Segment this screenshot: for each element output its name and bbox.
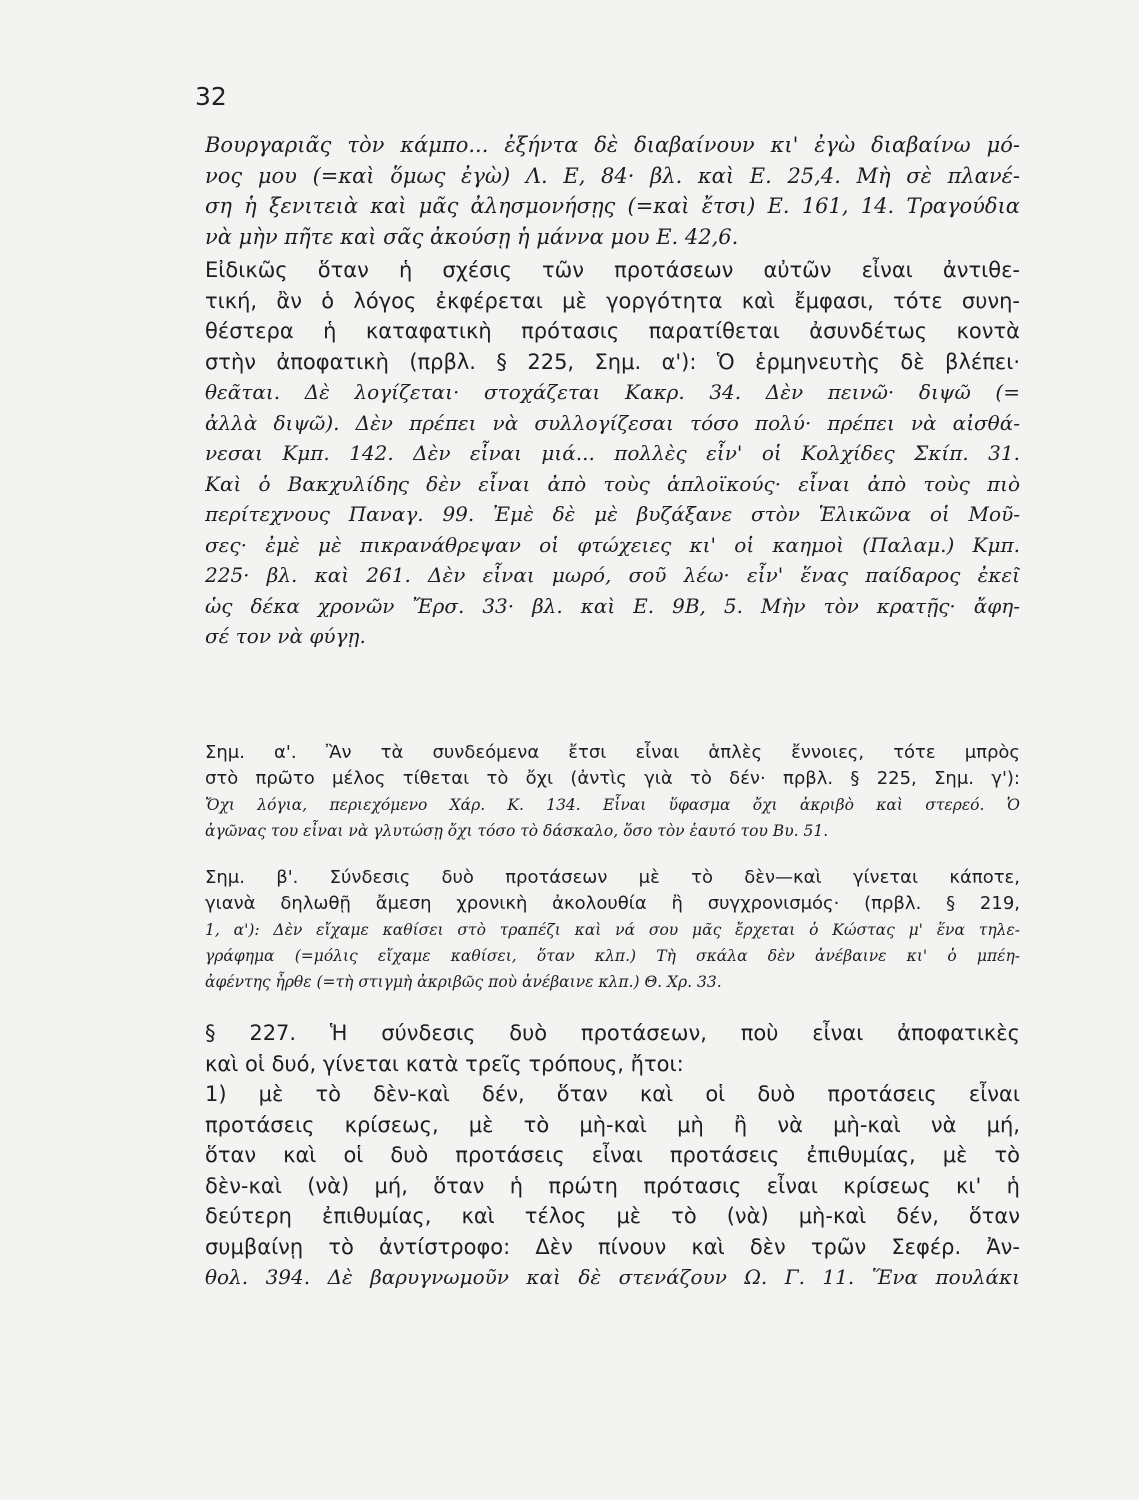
text-line: 225· βλ. καὶ 261. Δὲν εἶναι μωρό, σοῦ λέω· εἶν' ἕνας παίδαρος ἐκεῖ — [205, 563, 1020, 587]
paragraph-adversative — [205, 255, 1020, 652]
text-line: 1, α'): Δὲν εἴχαμε καθίσει στὸ τραπέζι καὶ νά σου μᾶς ἔρχεται ὁ Κώστας μ' ἕνα τηλε- — [205, 921, 1020, 939]
text-line: 1) μὲ τὸ δὲν-καὶ δέν, ὅταν καὶ οἱ δυὸ προτάσεις εἶναι — [205, 1082, 1020, 1106]
text-line: ὅταν καὶ οἱ δυὸ προτάσεις εἶναι προτάσεις ἐπιθυμίας, μὲ τὸ — [205, 1143, 1020, 1167]
text-line: ὡς δέκα χρονῶν Ἔρσ. 33· βλ. καὶ Ε. 9Β, 5. Μὴν τὸν κρατῇς· ἄφη- — [205, 593, 1020, 618]
note-alpha — [205, 740, 1020, 844]
text-line: ἀλλὰ διψῶ). Δὲν πρέπει νὰ συλλογίζεσαι τόσο πολύ· πρέπει νὰ αἰσθά- — [205, 410, 1020, 435]
text-line: θολ. 394. Δὲ βαρυγνωμοῦν καὶ δὲ στενάζουν Ω. Γ. 11. Ἕνα πουλάκι — [205, 1265, 1020, 1289]
text-line: Εἰδικῶς ὅταν ἡ σχέσις τῶν προτάσεων αὐτῶν εἶναι ἀντιθε- — [205, 258, 1020, 282]
text-line: σέ τον νὰ φύγῃ. — [205, 624, 366, 648]
text-line: ση ἡ ξενιτειὰ καὶ μᾶς ἀλησμονήσῃς (=καὶ ἔτσι) Ε. 161, 14. Τραγούδια — [205, 194, 1020, 218]
text-line: Σημ. β'. Σύνδεσις δυὸ προτάσεων μὲ τὸ δὲν—καὶ γίνεται κάποτε, — [205, 867, 1020, 888]
text-line: στὸ πρῶτο μέλος τίθεται τὸ ὄχι (ἀντὶς γιὰ τὸ δέν· πρβλ. § 225, Σημ. γ'): — [205, 768, 1020, 789]
text-line: θεᾶται. Δὲ λογίζεται· στοχάζεται Κακρ. 34. Δὲν πεινῶ· διψῶ (= — [205, 380, 1020, 404]
text-line: γράφημα (=μόλις εἴχαμε καθίσει, ὅταν κλπ.) Τὴ σκάλα δὲν ἀνέβαινε κι' ὁ μπέη- — [205, 947, 1020, 965]
paragraph-examples — [205, 130, 1020, 252]
text-line: συμβαίνῃ τὸ ἀντίστροφο: Δὲν πίνουν καὶ δὲν τρῶν Σεφέρ. Ἀν- — [205, 1234, 1020, 1259]
text-line: σες· ἐμὲ μὲ πικρανάθρεψαν οἱ φτώχειες κι' οἱ καημοὶ (Παλαμ.) Κμπ. — [205, 532, 1020, 557]
text-line: περίτεχνους Παναγ. 99. Ἐμὲ δὲ μὲ βυζάξανε στὸν Ἑλικῶνα οἱ Μοῦ- — [205, 502, 1020, 526]
text-line: θέστερα ἡ καταφατικὴ πρότασις παρατίθεται ἀσυνδέτως κοντὰ — [205, 319, 1020, 343]
text-line: ἀφέντης ἦρθε (=τὴ στιγμὴ ἀκριβῶς ποὺ ἀνέβαινε κλπ.) Θ. Χρ. 33. — [205, 973, 722, 991]
section-227 — [205, 1018, 1020, 1293]
text-line: προτάσεις κρίσεως, μὲ τὸ μὴ-καὶ μὴ ἢ νὰ μὴ-καὶ νὰ μή, — [205, 1112, 1020, 1137]
text-line: ἀγῶνας του εἶναι νὰ γλυτώσῃ ὄχι τόσο τὸ δάσκαλο, ὅσο τὸν ἑαυτό του Βυ. 51. — [205, 822, 829, 840]
text-line: Ὄχι λόγια, περιεχόμενο Χάρ. Κ. 134. Εἶναι ὕφασμα ὄχι ἀκριβὸ καὶ στερεό. Ὁ — [205, 796, 1020, 814]
text-line: νεσαι Κμπ. 142. Δὲν εἶναι μιά... πολλὲς εἶν' οἱ Κολχίδες Σκίπ. 31. — [205, 441, 1020, 465]
text-line: γιανὰ δηλωθῇ ἄμεση χρονικὴ ἀκολουθία ἢ συγχρονισμός· (πρβλ. § 219, — [205, 893, 1020, 914]
text-line: νὰ μὴν πῆτε καὶ σᾶς ἀκούσῃ ἡ μάννα μου Ε. 42,6. — [205, 224, 739, 249]
text-line: δὲν-καὶ (νὰ) μή, ὅταν ἡ πρώτη πρότασις εἶναι κρίσεως κι' ἡ — [205, 1173, 1020, 1198]
page-number: 32 — [195, 82, 227, 111]
text-line: Καὶ ὁ Βακχυλίδης δὲν εἶναι ἀπὸ τοὺς ἁπλοϊκούς· εἶναι ἀπὸ τοὺς πιὸ — [205, 471, 1020, 496]
text-line: νος μου (=καὶ ὅμως ἐγὼ) Λ. Ε, 84· βλ. καὶ Ε. 25,4. Μὴ σὲ πλανέ- — [205, 163, 1020, 188]
text-line: Βουργαριᾶς τὸν κάμπο... ἐξήντα δὲ διαβαίνουν κι' ἐγὼ διαβαίνω μό- — [205, 133, 1020, 157]
text-line: τική, ἂν ὁ λόγος ἐκφέρεται μὲ γοργότητα καὶ ἔμφασι, τότε συνη- — [205, 288, 1020, 313]
text-line: δεύτερη ἐπιθυμίας, καὶ τέλος μὲ τὸ (νὰ) μὴ-καὶ δέν, ὅταν — [205, 1204, 1020, 1228]
section-heading-line: § 227. Ἡ σύνδεσις δυὸ προτάσεων, ποὺ εἶναι ἀποφατικὲς — [205, 1021, 1020, 1045]
note-beta — [205, 865, 1020, 995]
text-line: στὴν ἀποφατικὴ (πρβλ. § 225, Σημ. α'): Ὁ ἑρμηνευτὴς δὲ βλέπει· — [205, 349, 1020, 374]
text-line: καὶ οἱ δυό, γίνεται κατὰ τρεῖς τρόπους, ἤτοι: — [205, 1051, 684, 1076]
text-line: Σημ. α'. Ἂν τὰ συνδεόμενα ἔτσι εἶναι ἁπλὲς ἔννοιες, τότε μπρὸς — [205, 742, 1020, 763]
